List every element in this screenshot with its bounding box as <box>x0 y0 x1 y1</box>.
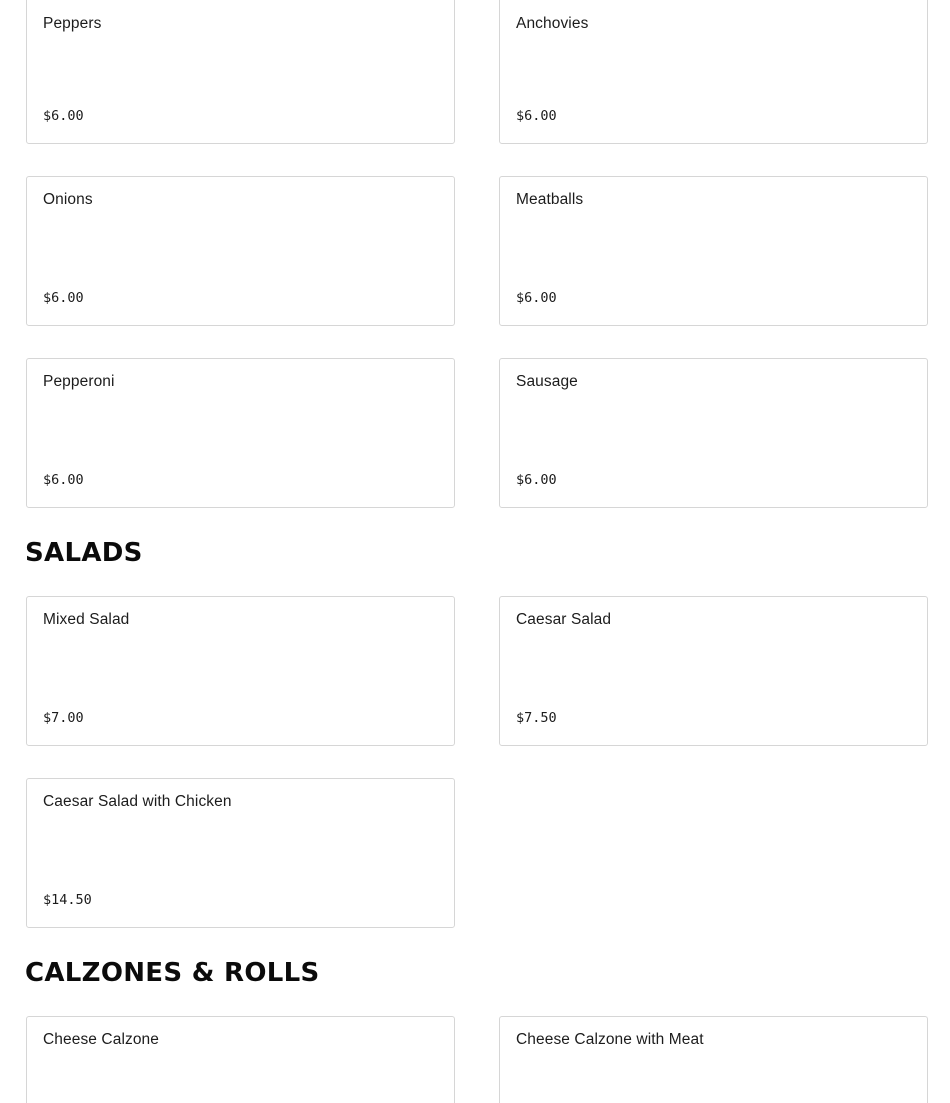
menu-item-card[interactable] <box>499 176 928 326</box>
menu-item-name: Cheese Calzone <box>43 1031 159 1048</box>
menu-item-card[interactable] <box>499 1016 928 1103</box>
menu-item-name: Sausage <box>516 373 578 390</box>
section-title-calzones-rolls: CALZONES & ROLLS <box>25 958 320 988</box>
menu-item-price: $6.00 <box>43 108 84 124</box>
menu-item-name: Caesar Salad with Chicken <box>43 793 232 810</box>
menu-item-name: Cheese Calzone with Meat <box>516 1031 704 1048</box>
menu-item-name: Meatballs <box>516 191 584 208</box>
menu-item-price: $7.00 <box>43 710 84 726</box>
menu-item-card[interactable] <box>26 176 455 326</box>
menu-item-price: $6.00 <box>43 472 84 488</box>
menu-item-card[interactable] <box>499 596 928 746</box>
menu-item-card[interactable] <box>499 358 928 508</box>
menu-item-card[interactable] <box>26 358 455 508</box>
menu-item-price: $6.00 <box>43 290 84 306</box>
menu-item-price: $6.00 <box>516 472 557 488</box>
menu-item-name: Peppers <box>43 15 102 32</box>
menu-item-price: $6.00 <box>516 290 557 306</box>
menu-item-name: Mixed Salad <box>43 611 130 628</box>
menu-item-name: Pepperoni <box>43 373 115 390</box>
menu-item-name: Caesar Salad <box>516 611 612 628</box>
menu-item-card[interactable] <box>26 1016 455 1103</box>
menu-item-card[interactable] <box>26 0 455 144</box>
menu-item-card[interactable] <box>499 0 928 144</box>
menu-item-price: $14.50 <box>43 892 92 908</box>
menu-item-name: Anchovies <box>516 15 589 32</box>
menu-item-name: Onions <box>43 191 93 208</box>
menu-item-card[interactable] <box>26 778 455 928</box>
menu-item-card[interactable] <box>26 596 455 746</box>
menu-item-price: $6.00 <box>516 108 557 124</box>
menu-item-price: $7.50 <box>516 710 557 726</box>
section-title-salads: SALADS <box>25 538 143 568</box>
